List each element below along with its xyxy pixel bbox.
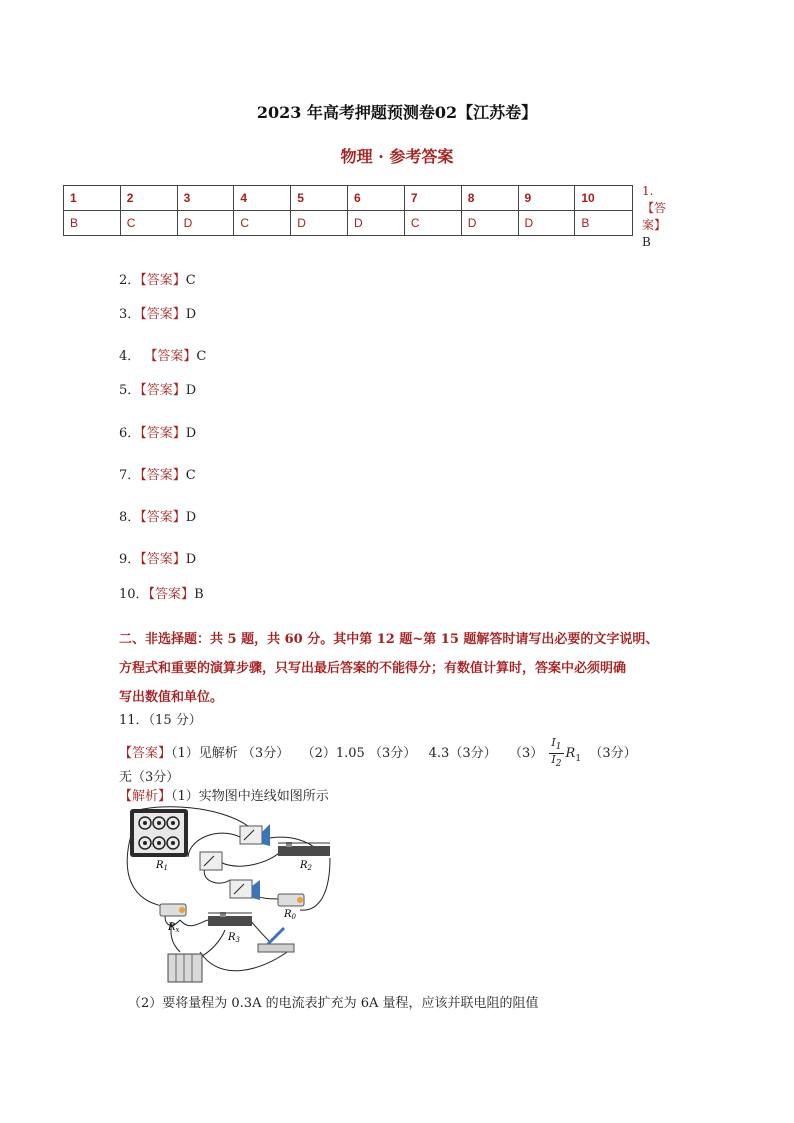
table-cell: 10 (575, 186, 633, 211)
table-cell: 7 (404, 186, 461, 211)
table-cell: 9 (518, 186, 575, 211)
frac-denominator-sub: 2 (555, 759, 562, 770)
table-cell: C (120, 211, 177, 236)
answer-line (119, 583, 204, 602)
answer-value: C (185, 273, 196, 288)
answer-value: D (185, 552, 197, 567)
slide-rheostat-r3 (208, 912, 252, 926)
page-subtitle: 物理 · 参考答案 (340, 147, 454, 166)
answer-table (63, 185, 633, 236)
answer-line (119, 506, 196, 525)
answer-value: B (194, 587, 204, 602)
table-cell: D (177, 211, 234, 236)
circuit-diagram-figure (120, 802, 340, 992)
wire (250, 920, 270, 942)
answer-line (119, 303, 196, 322)
table-cell: C (234, 211, 291, 236)
answer-part-1: （1）见解析 （3分） (171, 746, 290, 762)
label-rx: $R_x$ (168, 922, 180, 934)
answer-num: 3． (119, 307, 141, 322)
answer-num: 9． (119, 552, 141, 567)
answer-value: D (185, 383, 197, 398)
page-title: 2023 年高考押题预测卷02【江苏卷】 (256, 103, 538, 122)
answer-table-answers-row (64, 211, 633, 236)
table-cell: 4 (234, 186, 291, 211)
meter-center (230, 880, 260, 900)
answer-num: 6． (119, 426, 141, 441)
answer-label: 【答案】 (148, 587, 195, 602)
switch (258, 928, 294, 952)
section-2-line: 写出数值和单位。 (119, 690, 224, 705)
side-answer-note (642, 183, 674, 251)
answer-label: 【答案】 (140, 307, 186, 322)
label-r1: $R_1$ (156, 860, 168, 872)
frac-numerator: I (551, 736, 556, 749)
frac-denominator: I (551, 753, 556, 767)
answer-part-2: （2）1.05 （3分） (301, 746, 417, 762)
table-cell: 8 (461, 186, 518, 211)
table-cell: D (348, 211, 405, 236)
question-11-header: 11．（15 分） (119, 713, 202, 728)
answer-part-3: （3） (509, 746, 544, 762)
wire (180, 920, 208, 926)
answer-value: D (185, 307, 197, 322)
answer-label: 【答案】 (140, 552, 186, 567)
wire (200, 930, 225, 957)
answer-part-3-score: （3分） (589, 746, 637, 762)
label-r2: $R_2$ (300, 860, 312, 872)
table-cell: D (518, 211, 575, 236)
answer-num: 5． (119, 383, 141, 398)
table-cell: C (404, 211, 461, 236)
answer-label: 【答案】 (140, 426, 186, 441)
table-cell: 1 (64, 186, 121, 211)
table-cell: D (461, 211, 518, 236)
answer-line (119, 269, 196, 288)
section-2-instructions (119, 625, 679, 712)
answer-label: 【答案】 (144, 349, 197, 364)
answer-label: 【答案】 (140, 273, 186, 288)
answer-value: D (185, 510, 197, 525)
section-2-line: 方程式和重要的演算步骤，只写出最后答案的不能得分；有数值计算时，答案中必须明确 (119, 661, 627, 676)
answer-line (119, 345, 206, 364)
resistor-r0 (278, 894, 304, 906)
answer-label: 【答案】 (140, 383, 186, 398)
wire (200, 950, 290, 971)
side-note-label-b: 案】 (642, 218, 667, 232)
side-note-value: B (642, 235, 651, 249)
analysis-text: （1）实物图中连线如图所示 (171, 789, 329, 804)
analysis-part-2: （2）要将量程为 0.3A 的电流表扩充为 6A 量程，应该并联电阻的阻值 (128, 996, 539, 1011)
resistance-box-r1 (130, 809, 188, 857)
battery (168, 954, 202, 982)
answer-table-numbers-row (64, 186, 633, 211)
table-cell: 6 (348, 186, 405, 211)
answer-label: 【答案】 (140, 468, 186, 483)
analysis-label: 【解析】 (119, 789, 172, 804)
answer-line (119, 464, 196, 483)
side-note-num: 1. (642, 184, 654, 198)
label-r0: $R_0$ (284, 909, 296, 921)
answer-part-2b: 4.3（3分） (428, 746, 497, 762)
frac-numerator-sub: 1 (555, 742, 562, 753)
r-symbol-sub: 1 (575, 753, 582, 764)
answer-line (119, 548, 196, 567)
section-2-line: 二、非选择题：共 5 题，共 60 分。其中第 12 题~第 15 题解答时请写出必要的文字说明、 (119, 632, 659, 647)
fraction-i1-over-i2 (549, 737, 563, 770)
table-cell: 3 (177, 186, 234, 211)
answer-num: 2． (119, 273, 141, 288)
table-cell: B (575, 211, 633, 236)
side-note-label-a: 【答 (642, 201, 667, 215)
answer-value: D (185, 426, 197, 441)
ammeter-a1 (240, 824, 270, 846)
answer-num: 7． (119, 468, 141, 483)
answer-num: 10． (119, 587, 149, 602)
r-symbol: R (565, 746, 576, 762)
ammeter-a2 (200, 852, 222, 870)
table-cell: 5 (291, 186, 348, 211)
answer-line (119, 379, 196, 398)
label-r3: $R_3$ (228, 932, 240, 944)
resistor-rx (160, 904, 186, 916)
question-11-answer (119, 737, 637, 770)
wire (220, 852, 280, 866)
answer-label: 【答案】 (119, 746, 172, 762)
answer-num: 4． (119, 349, 145, 364)
answer-part-4: 无（3分） (119, 770, 180, 785)
answer-num: 8． (119, 510, 141, 525)
table-cell: D (291, 211, 348, 236)
slide-rheostat-r2 (278, 842, 330, 856)
answer-line (119, 422, 196, 441)
table-cell: 2 (120, 186, 177, 211)
answer-label: 【答案】 (140, 510, 186, 525)
table-cell: B (64, 211, 121, 236)
answer-value: C (196, 349, 207, 364)
answer-value: C (185, 468, 196, 483)
